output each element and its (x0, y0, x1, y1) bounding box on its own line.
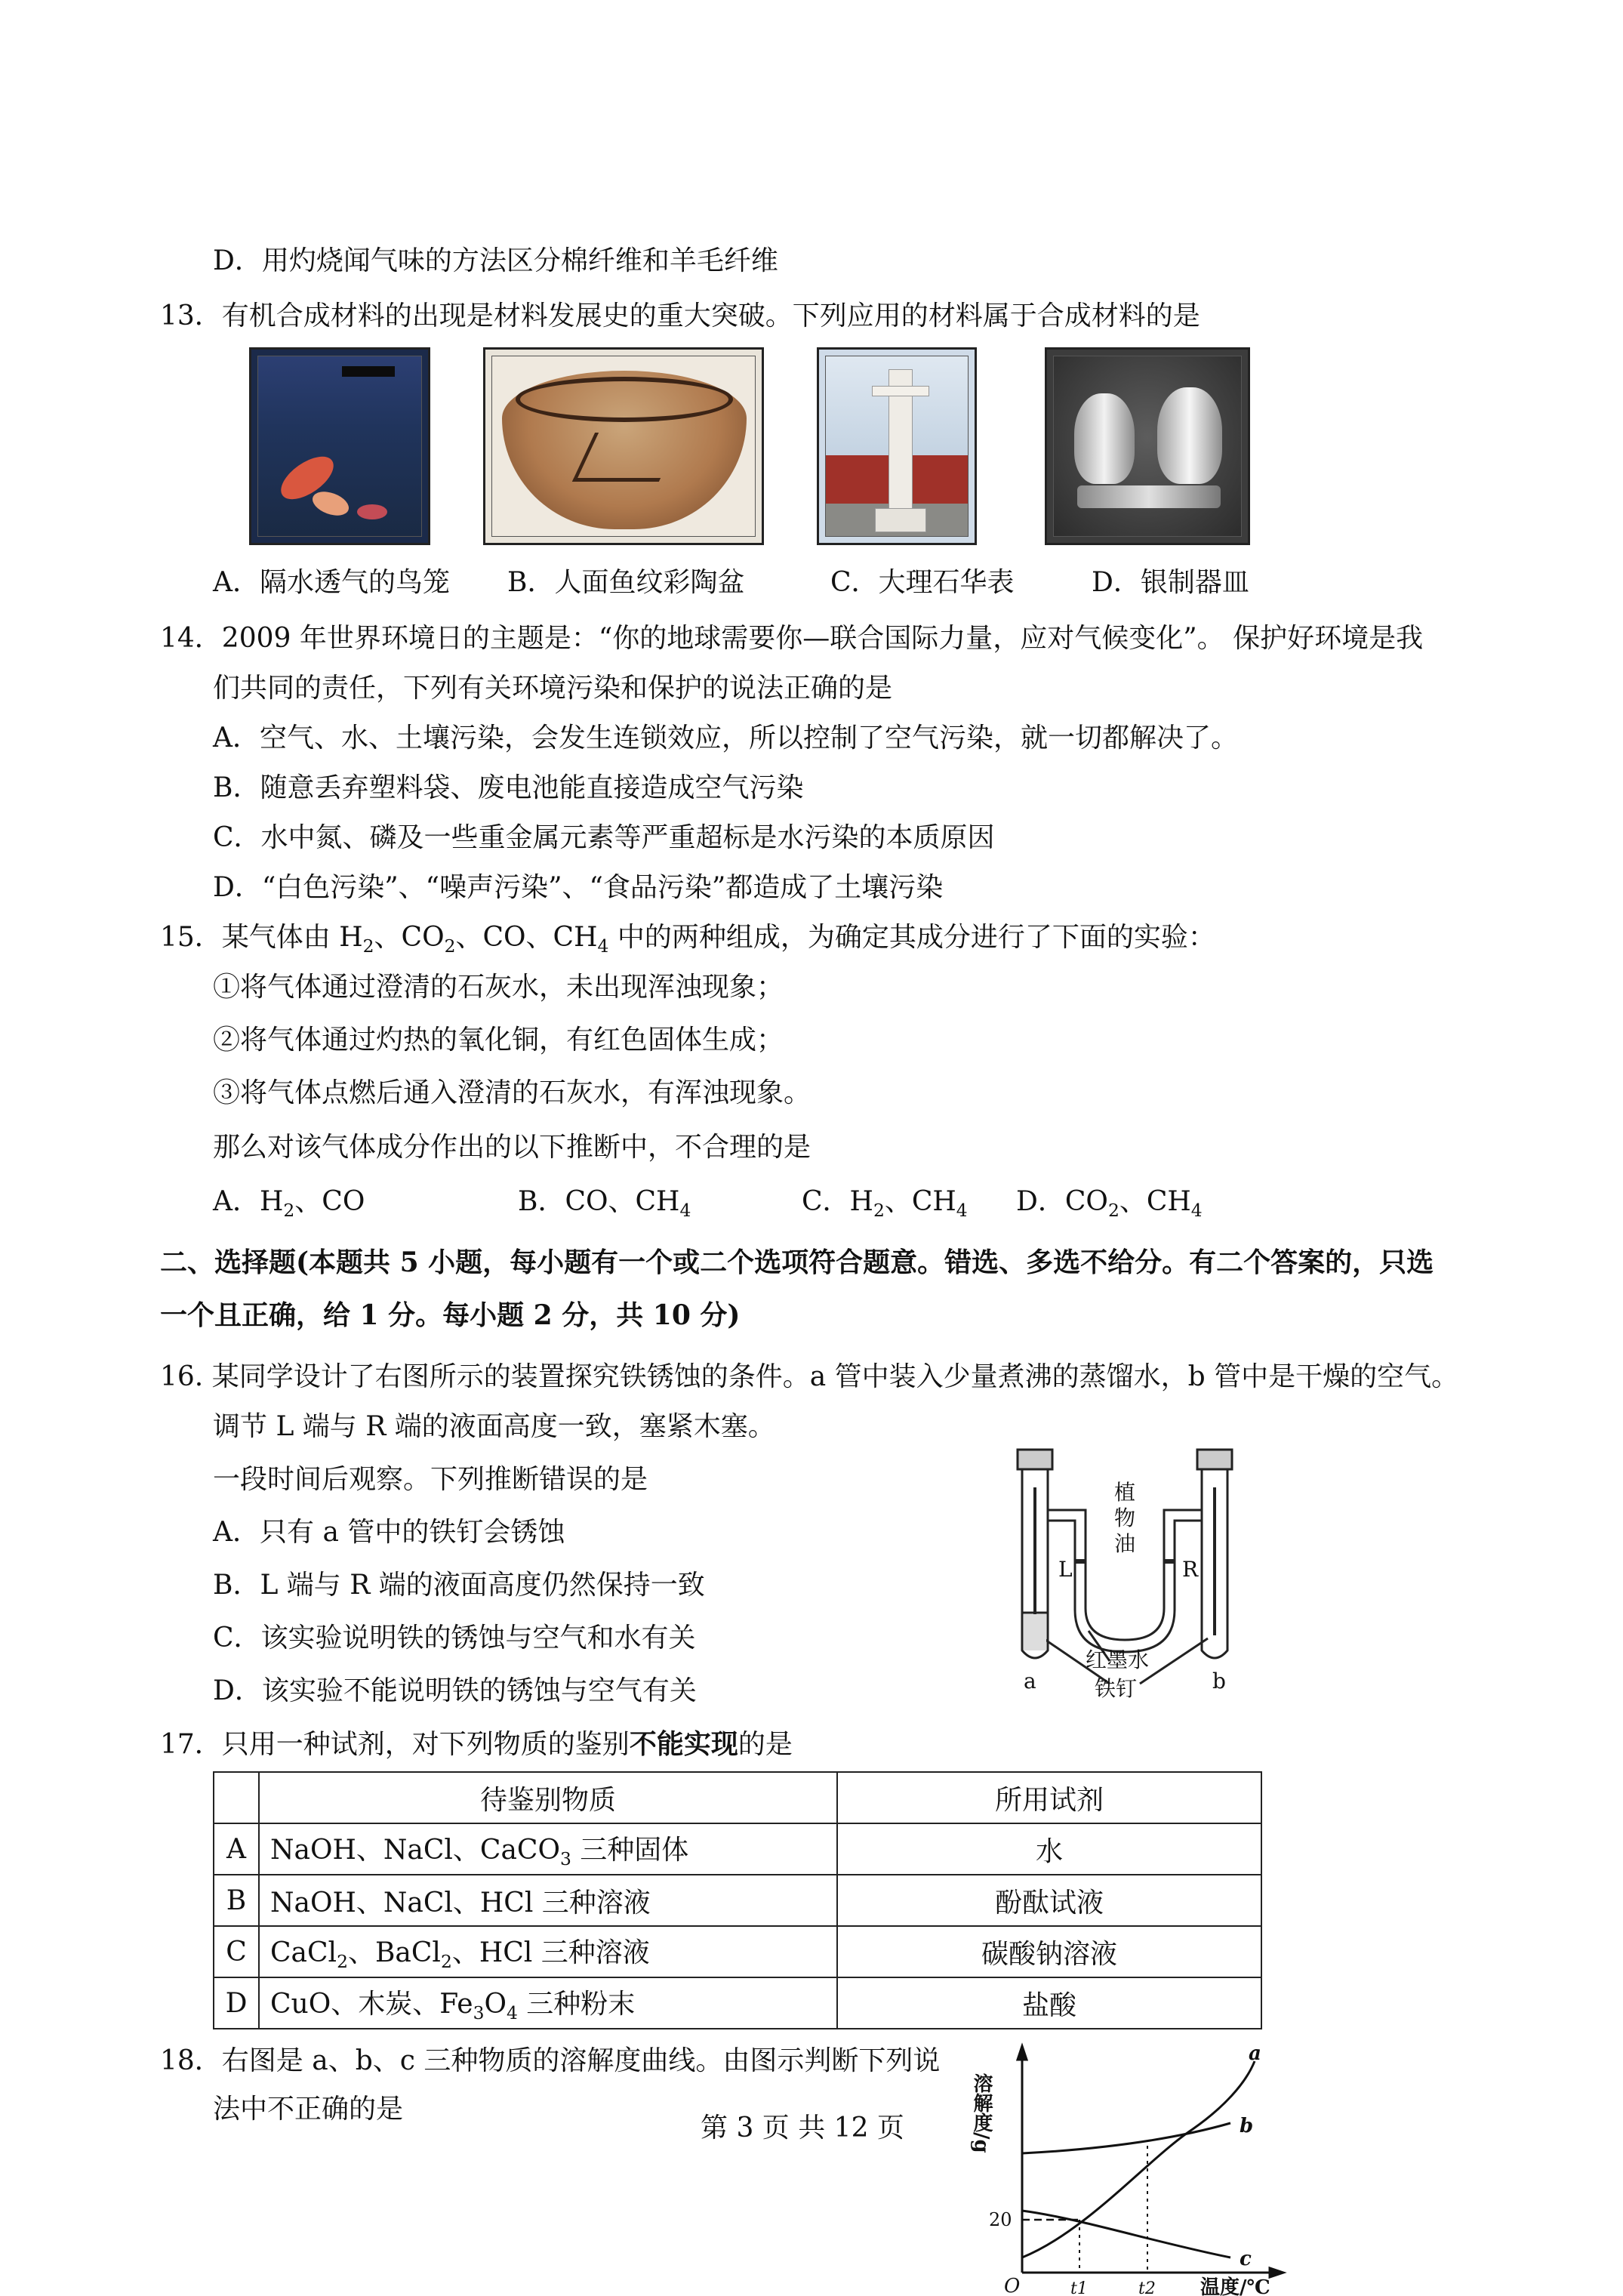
row-reagent: 碳酸钠溶液 (837, 1926, 1261, 1977)
q14-option-c: C．水中氮、磷及一些重金属元素等严重超标是水污染的本质原因 (213, 822, 995, 853)
y-axis-arrow (1018, 2046, 1027, 2060)
q15-step2: ②将气体通过灼热的氧化铜，有红色固体生成； (213, 1025, 784, 1056)
y-tick-20: 20 (989, 2209, 1012, 2230)
q14-option-b: B．随意丢弃塑料袋、废电池能直接造成空气污染 (213, 772, 804, 803)
q16-option-a: A．只有 a 管中的铁钉会锈蚀 (213, 1517, 565, 1548)
label-nail: 铁钉 (1095, 1676, 1138, 1701)
row-key: A (214, 1823, 259, 1875)
label-tube-a: a (1024, 1669, 1036, 1693)
row-key: C (214, 1926, 259, 1977)
label-red-ink: 红墨水 (1086, 1647, 1150, 1672)
q16-option-c: C．该实验说明铁的锈蚀与空气和水有关 (213, 1623, 696, 1653)
row-substances: NaOH、NaCl、HCl 三种溶液 (259, 1875, 837, 1926)
series-c-label: c (1240, 2248, 1252, 2270)
section2-heading-line2: 一个且正确，给 1 分。每小题 2 分，共 10 分) (160, 1299, 741, 1331)
painted-pottery-bowl-photo (483, 347, 764, 545)
series-c-curve (1022, 2211, 1230, 2257)
row-reagent: 盐酸 (837, 1977, 1261, 2029)
q13-option-d: D．银制器皿 (1092, 567, 1249, 598)
birdcage-aquarium-photo (249, 347, 430, 545)
label-L: L (1058, 1557, 1073, 1582)
header-cell-reagent: 所用试剂 (837, 1772, 1261, 1823)
q13-option-b: B．人面鱼纹彩陶盆 (507, 567, 745, 598)
q13-option-a: A．隔水透气的鸟笼 (213, 567, 450, 598)
q18-stem-line1: 18．右图是 a、b、c 三种物质的溶解度曲线。由图示判断下列说 (160, 2045, 941, 2076)
q17-reagent-table (213, 1771, 1262, 2029)
row-substances: NaOH、NaCl、CaCO$_3$ 三种固体 (259, 1823, 837, 1875)
label-oil-1: 植 (1114, 1480, 1136, 1505)
q16-option-b: B．L 端与 R 端的液面高度仍然保持一致 (213, 1570, 705, 1601)
header-cell-blank (214, 1772, 259, 1823)
section2-heading-line1: 二、选择题(本题共 5 小题，每小题有一个或二个选项符合题意。错选、多选不给分。有二个答案的，只选 (160, 1247, 1434, 1278)
q12-option-d: D．用灼烧闻气味的方法区分棉纤维和羊毛纤维 (213, 245, 778, 276)
marble-huabiao-photo (817, 347, 977, 545)
table-row (214, 1926, 1261, 1977)
row-reagent: 酚酞试液 (837, 1875, 1261, 1926)
q14-stem-line2: 们共同的责任，下列有关环境污染和保护的说法正确的是 (213, 673, 893, 704)
q15-step3: ③将气体点燃后通入澄清的石灰水，有浑浊现象。 (213, 1077, 812, 1108)
q18-stem-line2: 法中不正确的是 (213, 2094, 404, 2125)
table-row (214, 1875, 1261, 1926)
x-axis-arrow (1270, 2268, 1283, 2277)
q15-option-a: A．$H_2$、CO (213, 1186, 365, 1222)
q17-stem: 17．只用一种试剂，对下列物质的鉴别不能实现的是 (160, 1728, 793, 1760)
row-key: D (214, 1977, 259, 2029)
origin-label: O (1004, 2275, 1021, 2296)
q16-stem-line3: 一段时间后观察。下列推断错误的是 (213, 1464, 648, 1495)
q15-step1: ①将气体通过澄清的石灰水，未出现浑浊现象； (213, 972, 784, 1003)
stopper-right (1197, 1450, 1232, 1469)
header-cell-substances: 待鉴别物质 (259, 1772, 837, 1823)
silver-teapots-photo (1045, 347, 1250, 545)
q14-option-a: A．空气、水、土壤污染，会发生连锁效应，所以控制了空气污染，就一切都解决了。 (213, 723, 1238, 754)
q13-stem: 13．有机合成材料的出现是材料发展史的重大突破。下列应用的材料属于合成材料的是 (160, 300, 1200, 331)
table-row (214, 1823, 1261, 1875)
q15-option-c: C．$H_2$、$CH_4$ (802, 1186, 968, 1222)
q15-stem: 15．某气体由 $H_2$、$CO_2$、CO、$CH_4$ 中的两种组成，为确定其成分进行了下面的实验： (160, 922, 1215, 957)
q16-stem-line2: 调节 L 端与 R 端的液面高度一致，塞紧木塞。 (213, 1411, 775, 1442)
series-a-curve (1022, 2061, 1255, 2257)
q15-option-d: D．$CO_2$、$CH_4$ (1016, 1186, 1203, 1222)
series-b-curve (1022, 2123, 1230, 2153)
label-oil-2: 物 (1114, 1505, 1136, 1530)
iron-rust-apparatus-diagram (996, 1442, 1283, 1699)
q14-stem-line1: 14．2009 年世界环境日的主题是：“你的地球需要你—联合国际力量，应对气候变化”。 保护好环境是我 (160, 623, 1424, 654)
x-tick-t1: t1 (1070, 2279, 1088, 2296)
solubility-curve-chart (970, 2039, 1321, 2296)
row-substances: CuO、木炭、$Fe_3O_4$ 三种粉末 (259, 1977, 837, 2029)
stopper-left (1018, 1450, 1052, 1469)
series-b-label: b (1240, 2115, 1254, 2137)
q16-stem-line1: 16. 某同学设计了右图所示的装置探究铁锈蚀的条件。a 管中装入少量煮沸的蒸馏水，b 管中是干燥的空气。 (160, 1361, 1459, 1392)
y-axis-label: 溶解度/g (970, 2073, 993, 2153)
q15-question: 那么对该气体成分作出的以下推断中，不合理的是 (213, 1132, 812, 1163)
x-tick-t2: t2 (1138, 2279, 1156, 2296)
table-row (214, 1977, 1261, 2029)
series-a-label: a (1249, 2042, 1261, 2065)
q14-option-d: D．“白色污染”、“噪声污染”、“食品污染”都造成了土壤污染 (213, 872, 944, 903)
q16-option-d: D．该实验不能说明铁的锈蚀与空气有关 (213, 1675, 697, 1706)
x-axis-label: 温度/℃ (1200, 2276, 1270, 2296)
page-footer: 第 3 页 共 12 页 (701, 2113, 904, 2143)
label-tube-b: b (1212, 1669, 1226, 1693)
table-header-row (214, 1772, 1261, 1823)
q15-option-b: B．CO、$CH_4$ (518, 1186, 691, 1222)
row-substances: CaCl$_2$、BaCl$_2$、HCl 三种溶液 (259, 1926, 837, 1977)
label-R: R (1182, 1557, 1199, 1582)
q13-option-c: C．大理石华表 (830, 567, 1015, 598)
row-reagent: 水 (837, 1823, 1261, 1875)
row-key: B (214, 1875, 259, 1926)
label-oil-3: 油 (1114, 1531, 1136, 1556)
